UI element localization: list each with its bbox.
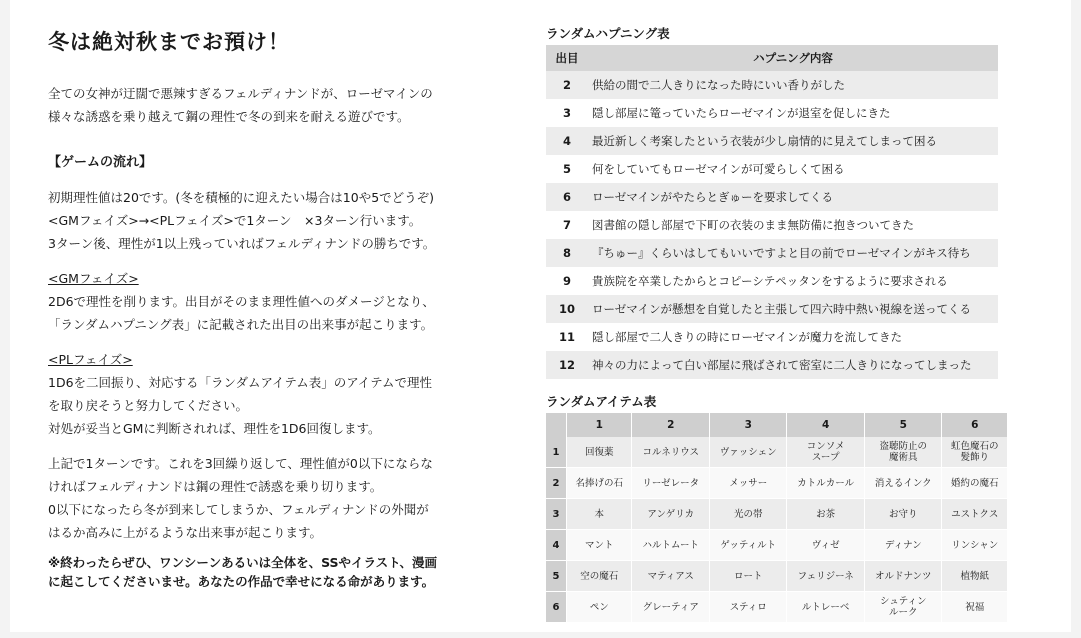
item-table xyxy=(546,413,1008,623)
happening-row xyxy=(546,127,998,155)
happening-row xyxy=(546,211,998,239)
page-title: 冬は絶対秋までお預け！ xyxy=(48,30,290,54)
item-col-header: 6 xyxy=(942,413,1008,437)
item-table-section xyxy=(546,392,1008,623)
item-cell: マティアス xyxy=(632,561,710,592)
turn-summary-text: 上記で1ターンです。これを3回繰り返して、理性値が0以下にならな ければフェルディナンドは鋼の理性で誘惑を乗り切ります。 0以下になったら冬が到来してしまうか、フェルディナンドの外聞が はるか高みに上がるような出来事が起こります。 xyxy=(48,456,433,540)
item-cell: 祝福 xyxy=(942,592,1008,623)
item-row xyxy=(546,468,1008,499)
item-col-header: 1 xyxy=(567,413,632,437)
item-cell: コルネリウス xyxy=(632,437,710,468)
happening-content: 隠し部屋で二人きりの時にローゼマインが魔力を流してきた xyxy=(588,323,998,351)
happening-content: ローゼマインが懸想を自覚したと主張して四六時中熱い視線を送ってくる xyxy=(588,295,998,323)
happening-roll: 7 xyxy=(546,211,588,239)
happening-content: ローゼマインがやたらとぎゅーを要求してくる xyxy=(588,183,998,211)
item-cell: シュティン ルーク xyxy=(864,592,942,623)
happening-content: 最近新しく考案したという衣装が少し扇情的に見えてしまって困る xyxy=(588,127,998,155)
pl-phase-text: 1D6を二回振り、対応する「ランダムアイテム表」のアイテムで理性 を取り戻そうと努力してください。 対処が妥当とGMに判断されれば、理性を1D6回復します。 xyxy=(48,375,433,436)
happening-row xyxy=(546,155,998,183)
happening-roll: 8 xyxy=(546,239,588,267)
item-row-header: 3 xyxy=(546,499,567,530)
item-cell: ゲッティルト xyxy=(710,530,787,561)
happening-roll: 11 xyxy=(546,323,588,351)
happening-col-content: ハプニング内容 xyxy=(588,45,998,71)
item-cell: メッサー xyxy=(710,468,787,499)
item-cell: 回復薬 xyxy=(567,437,632,468)
item-cell: リンシャン xyxy=(942,530,1008,561)
happening-row xyxy=(546,71,998,99)
gm-phase-text: 2D6で理性を削ります。出目がそのまま理性値へのダメージとなり、 「ランダムハプニング表」に記載された出目の出来事が起こります。 xyxy=(48,294,435,332)
item-col-header: 4 xyxy=(787,413,865,437)
happening-row xyxy=(546,239,998,267)
happening-content: 図書館の隠し部屋で下町の衣装のまま無防備に抱きついてきた xyxy=(588,211,998,239)
item-cell: カトルカール xyxy=(787,468,865,499)
item-cell: ヴァッシェン xyxy=(710,437,787,468)
game-flow-text: 初期理性値は20です。(冬を積極的に迎えたい場合は10や5でどうぞ) <GMフェイズ>→<PLフェイズ>で1ターン ×3ターン行います。 3ターン後、理性が1以上残っていればフェルディナンドの勝ちです。 xyxy=(48,190,436,251)
item-cell: アンゲリカ xyxy=(632,499,710,530)
item-cell: ロート xyxy=(710,561,787,592)
item-cell: ルトレーベ xyxy=(787,592,865,623)
closing-note: ※終わったらぜひ、ワンシーンあるいは全体を、SSやイラスト、漫画 に起こしてくださいませ。あなたの作品で幸せになる命があります。 xyxy=(48,555,438,589)
happening-table-title: ランダムハプニング表 xyxy=(546,26,670,41)
happening-row xyxy=(546,323,998,351)
happening-row xyxy=(546,267,998,295)
happening-roll: 3 xyxy=(546,99,588,127)
item-cell: 虹色魔石の 髪飾り xyxy=(942,437,1008,468)
item-row xyxy=(546,499,1008,530)
item-cell: フェリジーネ xyxy=(787,561,865,592)
item-cell: 光の帯 xyxy=(710,499,787,530)
game-flow-heading: 【ゲームの流れ】 xyxy=(48,155,153,170)
pl-phase-heading: <PLフェイズ> xyxy=(48,352,133,367)
item-row-header: 5 xyxy=(546,561,567,592)
item-cell: 名捧げの石 xyxy=(567,468,632,499)
item-row-header: 6 xyxy=(546,592,567,623)
happening-row xyxy=(546,295,998,323)
item-cell: お守り xyxy=(864,499,942,530)
item-cell: ユストクス xyxy=(942,499,1008,530)
item-cell: グレーティア xyxy=(632,592,710,623)
item-cell: 盗聴防止の 魔術具 xyxy=(864,437,942,468)
item-table-corner xyxy=(546,413,567,437)
happening-roll: 9 xyxy=(546,267,588,295)
rules-column xyxy=(48,26,508,591)
happening-roll: 4 xyxy=(546,127,588,155)
item-col-header: 5 xyxy=(864,413,942,437)
happening-content: 貴族院を卒業したからとコピーシテペッタンをするように要求される xyxy=(588,267,998,295)
happening-roll: 6 xyxy=(546,183,588,211)
item-cell: ハルトムート xyxy=(632,530,710,561)
happening-row xyxy=(546,183,998,211)
item-table-title: ランダムアイテム表 xyxy=(546,394,657,409)
item-cell: ペン xyxy=(567,592,632,623)
item-cell: オルドナンツ xyxy=(864,561,942,592)
item-col-header: 2 xyxy=(632,413,710,437)
happening-col-roll: 出目 xyxy=(546,45,588,71)
happening-row xyxy=(546,351,998,379)
item-cell: お茶 xyxy=(787,499,865,530)
item-cell: 本 xyxy=(567,499,632,530)
document-page xyxy=(10,0,1071,632)
item-cell: 消えるインク xyxy=(864,468,942,499)
happening-roll: 10 xyxy=(546,295,588,323)
item-row xyxy=(546,437,1008,468)
item-cell: スティロ xyxy=(710,592,787,623)
item-row-header: 2 xyxy=(546,468,567,499)
happening-table xyxy=(546,45,998,379)
item-cell: ディナン xyxy=(864,530,942,561)
item-cell: 空の魔石 xyxy=(567,561,632,592)
item-cell: 植物紙 xyxy=(942,561,1008,592)
item-row xyxy=(546,592,1008,623)
item-cell: 婚約の魔石 xyxy=(942,468,1008,499)
gm-phase-heading: <GMフェイズ> xyxy=(48,271,139,286)
item-cell: ヴィゼ xyxy=(787,530,865,561)
item-row xyxy=(546,561,1008,592)
happening-roll: 12 xyxy=(546,351,588,379)
happening-roll: 5 xyxy=(546,155,588,183)
item-cell: コンソメ スープ xyxy=(787,437,865,468)
happening-content: 神々の力によって白い部屋に飛ばされて密室に二人きりになってしまった xyxy=(588,351,998,379)
item-row xyxy=(546,530,1008,561)
item-row-header: 1 xyxy=(546,437,567,468)
item-row-header: 4 xyxy=(546,530,567,561)
item-col-header: 3 xyxy=(710,413,787,437)
happening-content: 供給の間で二人きりになった時にいい香りがした xyxy=(588,71,998,99)
happening-content: 『ちゅー』くらいはしてもいいですよと目の前でローゼマインがキス待ち xyxy=(588,239,998,267)
happening-roll: 2 xyxy=(546,71,588,99)
happening-row xyxy=(546,99,998,127)
happening-content: 隠し部屋に篭っていたらローゼマインが退室を促しにきた xyxy=(588,99,998,127)
happening-content: 何をしていてもローゼマインが可愛らしくて困る xyxy=(588,155,998,183)
item-cell: マント xyxy=(567,530,632,561)
intro-text: 全ての女神が迂闊で悪辣すぎるフェルディナンドが、ローゼマインの 様々な誘惑を乗り越えて鋼の理性で冬の到来を耐える遊びです。 xyxy=(48,86,433,124)
item-cell: リーゼレータ xyxy=(632,468,710,499)
happening-table-section xyxy=(546,24,998,379)
